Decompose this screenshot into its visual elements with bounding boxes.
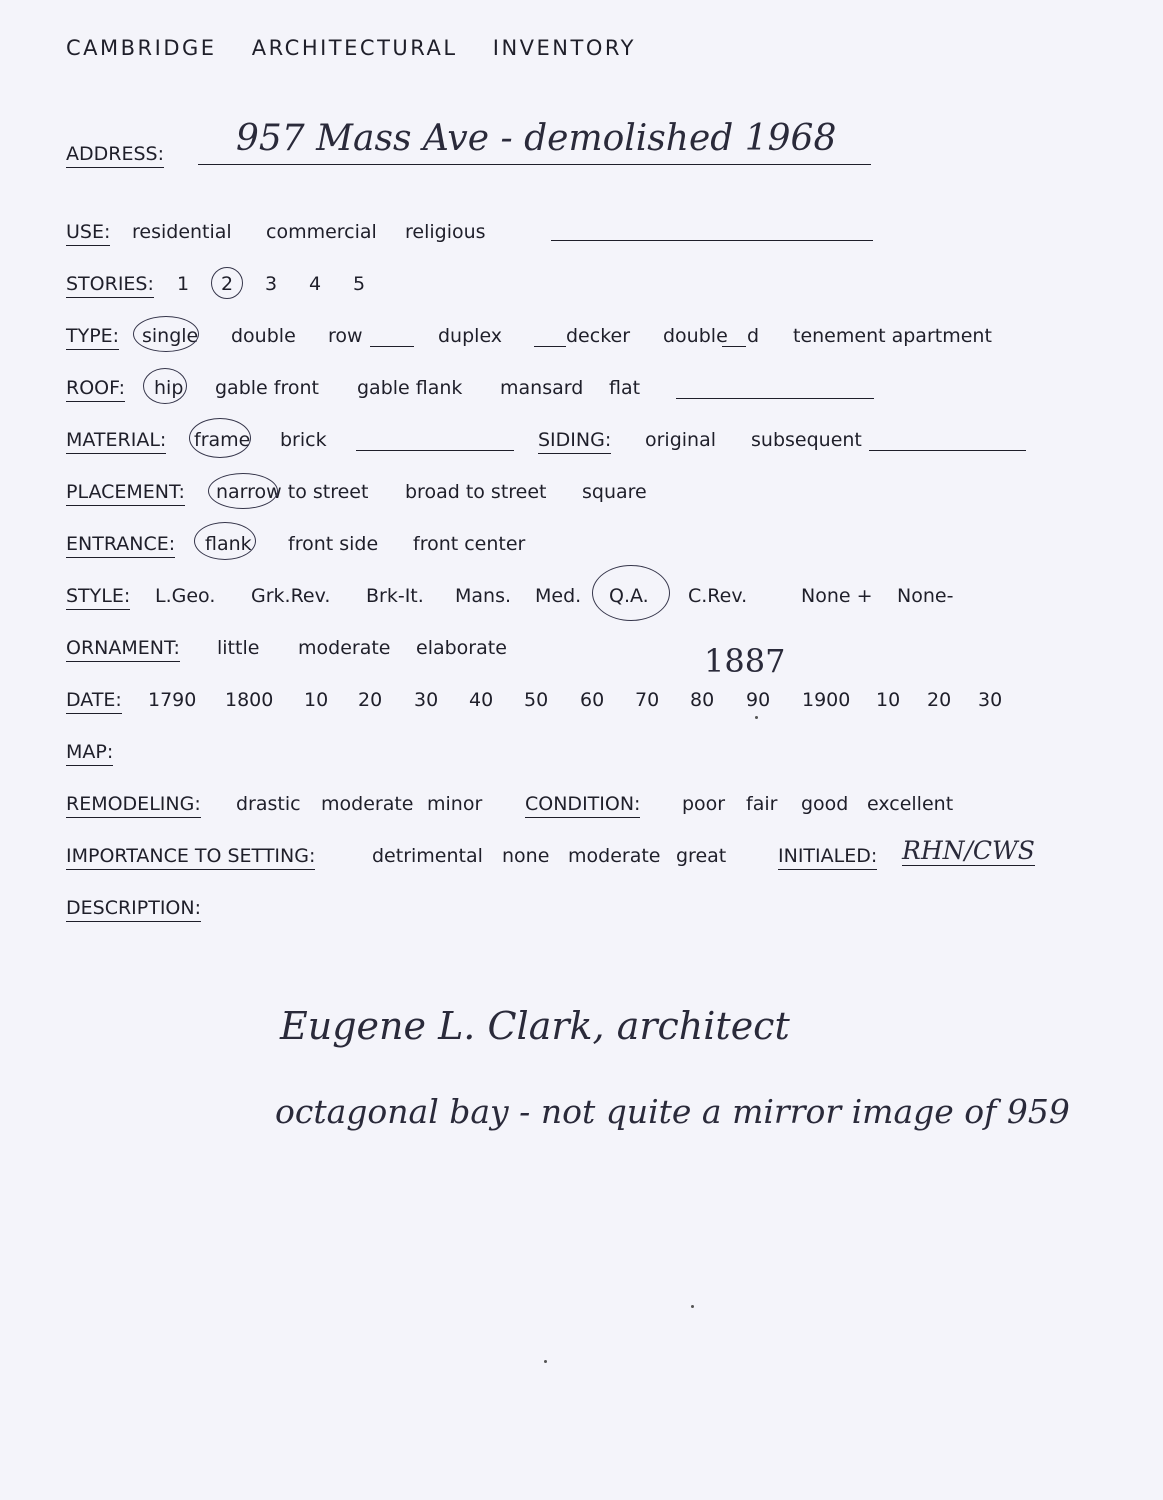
- placement-option-selected: narrow to street: [216, 481, 369, 503]
- pencil-dot: [544, 1360, 547, 1363]
- use-label: USE:: [66, 220, 110, 246]
- type-option: double: [231, 325, 296, 347]
- material-blank: [356, 450, 514, 451]
- roof-option-selected: hip: [154, 377, 184, 399]
- map-label: MAP:: [66, 740, 113, 766]
- condition-label: CONDITION:: [525, 792, 640, 818]
- style-option: C.Rev.: [688, 585, 748, 607]
- siding-blank: [869, 450, 1026, 451]
- selection-circle: [194, 522, 256, 560]
- address-value: 957 Mass Ave - demolished 1968: [236, 118, 837, 159]
- roof-option: gable front: [215, 377, 319, 399]
- style-option: Brk-It.: [366, 585, 424, 607]
- selection-circle: [133, 316, 199, 352]
- style-option: Grk.Rev.: [251, 585, 331, 607]
- entrance-option-selected: flank: [205, 533, 252, 555]
- date-option: 1900: [802, 689, 851, 711]
- stories-option: 1: [177, 273, 190, 295]
- ornament-label: ORNAMENT:: [66, 636, 180, 662]
- stories-option: 4: [309, 273, 322, 295]
- condition-option: good: [801, 793, 849, 815]
- material-label: MATERIAL:: [66, 428, 166, 454]
- description-line: Eugene L. Clark, architect: [280, 1004, 790, 1048]
- importance-option: detrimental: [372, 845, 483, 867]
- form-header: [66, 36, 662, 60]
- remodeling-option: minor: [427, 793, 483, 815]
- stories-option: 3: [265, 273, 278, 295]
- description-line: octagonal bay - not quite a mirror image of 959: [275, 1092, 1070, 1131]
- material-option: brick: [280, 429, 327, 451]
- placement-option: square: [582, 481, 647, 503]
- use-option: commercial: [266, 221, 377, 243]
- importance-option: moderate: [568, 845, 661, 867]
- placement-label: PLACEMENT:: [66, 480, 185, 506]
- selection-circle: [208, 473, 278, 509]
- selection-circle: [189, 418, 251, 458]
- remodeling-option: moderate: [321, 793, 414, 815]
- use-blank: [551, 240, 873, 241]
- date-handwritten: 1887: [704, 642, 786, 680]
- ornament-option: moderate: [298, 637, 391, 659]
- entrance-option: front side: [288, 533, 379, 555]
- date-option: 30: [978, 689, 1003, 711]
- date-option: 60: [580, 689, 605, 711]
- type-blank: [370, 346, 414, 347]
- selection-circle: [211, 267, 243, 299]
- type-option-selected: single: [142, 325, 199, 347]
- style-option: Mans.: [455, 585, 512, 607]
- selection-circle: [143, 368, 187, 404]
- style-option: None +: [801, 585, 873, 607]
- address-label: ADDRESS:: [66, 142, 164, 168]
- importance-option: none: [502, 845, 550, 867]
- initialed-label: INITIALED:: [778, 844, 877, 870]
- siding-label: SIDING:: [538, 428, 611, 454]
- type-blank: [534, 346, 566, 347]
- date-option: 10: [876, 689, 901, 711]
- date-option: 20: [927, 689, 952, 711]
- style-option: L.Geo.: [155, 585, 216, 607]
- date-option: 80: [690, 689, 715, 711]
- stories-option-selected: 2: [221, 273, 234, 295]
- header-word: INVENTORY: [492, 36, 636, 60]
- description-label: DESCRIPTION:: [66, 896, 201, 922]
- use-option: religious: [405, 221, 486, 243]
- siding-option: subsequent: [751, 429, 862, 451]
- remodeling-option: drastic: [236, 793, 301, 815]
- date-option: 10: [304, 689, 329, 711]
- header-word: ARCHITECTURAL: [251, 36, 458, 60]
- ornament-option: elaborate: [416, 637, 507, 659]
- initialed-value: RHN/CWS: [902, 836, 1035, 865]
- pencil-dot: [691, 1305, 694, 1308]
- stories-option: 5: [353, 273, 366, 295]
- date-option: 30: [414, 689, 439, 711]
- date-option: 50: [524, 689, 549, 711]
- material-option-selected: frame: [194, 429, 251, 451]
- condition-option: poor: [682, 793, 726, 815]
- roof-option: flat: [609, 377, 641, 399]
- style-option-selected: Q.A.: [609, 585, 649, 607]
- type-label: TYPE:: [66, 324, 119, 350]
- date-option: 1790: [148, 689, 197, 711]
- entrance-label: ENTRANCE:: [66, 532, 175, 558]
- date-option: 90: [746, 689, 771, 711]
- importance-label: IMPORTANCE TO SETTING:: [66, 844, 315, 870]
- roof-option: gable flank: [357, 377, 463, 399]
- type-option: row: [328, 325, 363, 347]
- condition-option: fair: [746, 793, 778, 815]
- type-option: decker: [566, 325, 631, 347]
- condition-option: excellent: [867, 793, 954, 815]
- importance-option: great: [676, 845, 727, 867]
- style-option: Med.: [535, 585, 582, 607]
- header-word: CAMBRIDGE: [66, 36, 217, 60]
- date-option: 70: [635, 689, 660, 711]
- type-option: double: [663, 325, 728, 347]
- date-option: 40: [469, 689, 494, 711]
- style-option: None-: [897, 585, 954, 607]
- date-option: 20: [358, 689, 383, 711]
- address-line: [198, 164, 871, 165]
- type-blank: [722, 346, 746, 347]
- type-option: duplex: [438, 325, 503, 347]
- ornament-option: little: [217, 637, 260, 659]
- placement-option: broad to street: [405, 481, 547, 503]
- use-option: residential: [132, 221, 232, 243]
- siding-option: original: [645, 429, 717, 451]
- date-label: DATE:: [66, 688, 122, 714]
- type-option: d: [747, 325, 760, 347]
- style-label: STYLE:: [66, 584, 130, 610]
- roof-blank: [676, 398, 874, 399]
- selection-circle: [592, 565, 670, 621]
- roof-label: ROOF:: [66, 376, 125, 402]
- stories-label: STORIES:: [66, 272, 154, 298]
- type-option: tenement apartment: [793, 325, 992, 347]
- remodeling-label: REMODELING:: [66, 792, 201, 818]
- date-option: 1800: [225, 689, 274, 711]
- entrance-option: front center: [413, 533, 526, 555]
- pencil-dot: [755, 716, 758, 719]
- roof-option: mansard: [500, 377, 584, 399]
